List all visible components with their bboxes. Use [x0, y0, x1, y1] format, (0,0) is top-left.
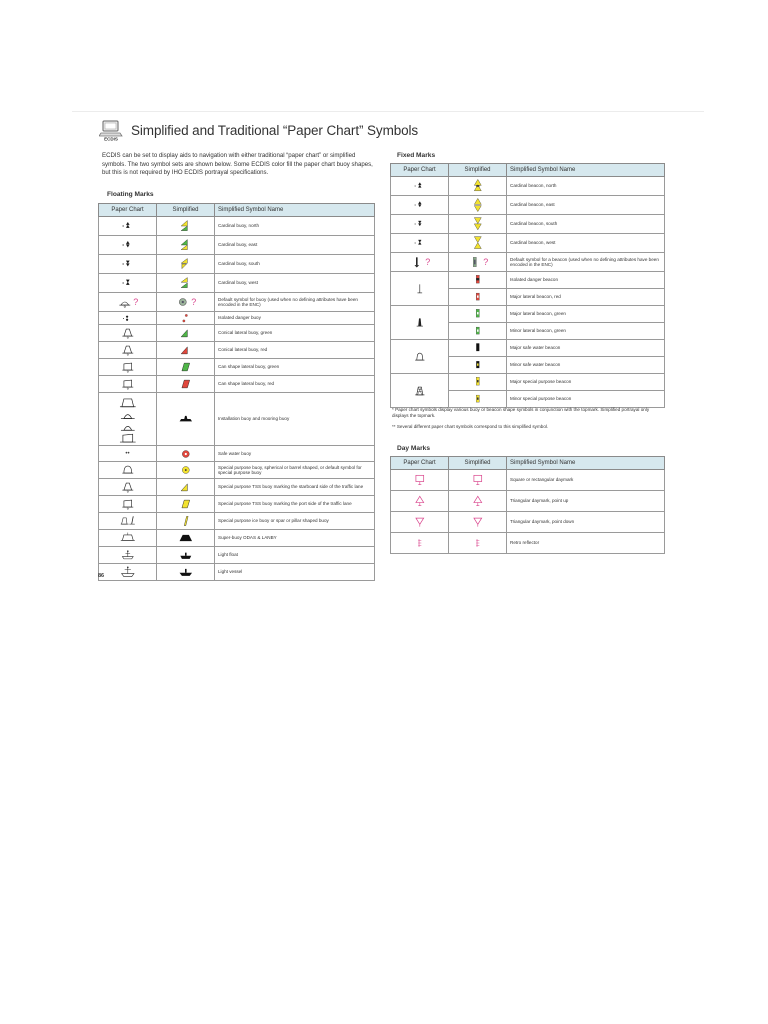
symbol-cell — [391, 470, 449, 491]
table-row — [99, 446, 375, 462]
table-row — [99, 547, 375, 564]
can-yellow-icon — [178, 497, 194, 511]
symbol-cell — [99, 462, 157, 479]
table-row — [99, 359, 375, 376]
triangle-up-daymark-icon — [470, 494, 486, 508]
table-row — [99, 217, 375, 236]
safe-water-circle-icon — [178, 447, 194, 461]
symbol-cell — [391, 306, 449, 340]
symbol-cell — [157, 342, 215, 359]
cardinal-beacon-east-icon — [470, 198, 486, 212]
symbol-name: Special purpose buoy, spherical or barrel shaped, or default symbol for special purpose buoy — [215, 462, 375, 479]
floating-marks-table — [98, 203, 375, 581]
symbol-name: Retro reflector — [507, 533, 665, 554]
symbol-name: Triangular daymark, point down — [507, 512, 665, 533]
cardinal-beacon-south-icon — [470, 217, 486, 231]
symbol-cell — [449, 234, 507, 253]
table-row — [99, 274, 375, 293]
beacon-bar-yellow-small-icon — [470, 392, 486, 406]
table-row — [99, 236, 375, 255]
symbol-cell — [157, 217, 215, 236]
symbol-cell — [449, 306, 507, 323]
symbol-cell — [391, 272, 449, 306]
symbol-cell — [157, 496, 215, 513]
symbol-cell — [99, 325, 157, 342]
symbol-cell — [449, 323, 507, 340]
symbol-name: Triangular daymark, point up — [507, 491, 665, 512]
symbol-cell — [99, 312, 157, 325]
beacon-top-north-icon — [412, 179, 428, 193]
col-paper-chart: Paper Chart — [391, 164, 449, 177]
symbol-cell — [157, 393, 215, 446]
symbol-cell — [157, 236, 215, 255]
floating-marks-heading: Floating Marks — [107, 191, 154, 198]
beacon-bar-black-icon — [470, 341, 486, 355]
symbol-cell — [391, 340, 449, 374]
buoy-top-west-icon — [120, 276, 136, 290]
beacon-bar-green-small-icon — [470, 324, 486, 338]
beacon-bar-red-icon — [470, 290, 486, 304]
symbol-cell — [99, 376, 157, 393]
dots-symbol: •• — [99, 446, 157, 462]
fixed-marks-heading: Fixed Marks — [397, 152, 436, 159]
super-buoy-black-icon — [178, 531, 194, 545]
buoy-top-south-icon — [120, 257, 136, 271]
symbol-cell — [449, 374, 507, 391]
symbol-name: Conical lateral buoy, green — [215, 325, 375, 342]
square-daymark-icon — [470, 473, 486, 487]
cardinal-beacon-west-icon — [470, 236, 486, 250]
symbol-cell — [157, 359, 215, 376]
cardinal-buoy-north-icon — [178, 219, 194, 233]
intro-paragraph: ECDIS can be set to display aids to navigation with either traditional “paper chart” or simplified symbols. The two symbol sets are shown below. Some ECDIS color fill the paper chart buoy shapes, but this is not required by IHO ECDIS portrayal specifications. — [102, 152, 373, 177]
symbol-name: Major special purpose beacon — [507, 374, 665, 391]
fixed-marks-table — [390, 163, 665, 408]
table-row — [99, 342, 375, 359]
symbol-name: Can shape lateral buoy, green — [215, 359, 375, 376]
can-red-icon — [178, 377, 194, 391]
triangle-green-icon — [178, 326, 194, 340]
beacon-top-east-icon — [412, 198, 428, 212]
bell-beacon-icon — [412, 350, 428, 364]
note-1: * Paper chart symbols display various buoy or beacon shape symbols in conjunction with the topmark. Simplified portrayal only displays the topmark. — [392, 407, 650, 418]
table-row — [99, 376, 375, 393]
col-paper-chart: Paper Chart — [391, 457, 449, 470]
page-title: Simplified and Traditional “Paper Chart” Symbols — [131, 123, 419, 138]
symbol-cell — [99, 293, 157, 312]
table-row — [391, 374, 665, 391]
symbol-cell — [157, 479, 215, 496]
symbol-cell — [157, 274, 215, 293]
symbol-cell — [449, 215, 507, 234]
retro-reflector-icon — [470, 536, 486, 550]
symbol-cell — [99, 255, 157, 274]
symbol-cell — [391, 196, 449, 215]
symbol-cell — [449, 391, 507, 408]
col-symbol-name: Simplified Symbol Name — [507, 164, 665, 177]
symbol-cell — [391, 533, 449, 554]
symbol-cell — [99, 217, 157, 236]
symbol-cell — [157, 530, 215, 547]
fixed-marks-notes — [392, 407, 662, 434]
day-marks-table — [390, 456, 665, 554]
symbol-name: Safe water buoy — [215, 446, 375, 462]
symbol-name: Isolated danger beacon — [507, 272, 665, 289]
symbol-name: Major lateral beacon, green — [507, 306, 665, 323]
symbol-name: Special purpose ice buoy or spar or pillar shaped buoy — [215, 513, 375, 530]
table-row — [391, 306, 665, 323]
symbol-name: Installation buoy and mooring buoy — [215, 393, 375, 446]
symbol-cell — [391, 512, 449, 533]
col-symbol-name: Simplified Symbol Name — [215, 204, 375, 217]
symbol-cell — [157, 312, 215, 325]
symbol-cell — [449, 196, 507, 215]
symbol-name: Cardinal buoy, north — [215, 217, 375, 236]
table-row — [99, 393, 375, 446]
symbol-mark: ? — [483, 257, 489, 267]
col-paper-chart: Paper Chart — [99, 204, 157, 217]
can-green-icon — [178, 360, 194, 374]
table-row — [99, 513, 375, 530]
symbol-cell — [157, 513, 215, 530]
ecdis-logo — [99, 119, 123, 141]
symbol-cell — [99, 513, 157, 530]
isolated-danger-buoy-icon — [179, 313, 191, 324]
symbol-name: Square or rectangular daymark — [507, 470, 665, 491]
symbol-name: Cardinal beacon, south — [507, 215, 665, 234]
table-row — [99, 530, 375, 547]
triangle-down-daymark-icon — [412, 515, 428, 529]
table-row — [391, 196, 665, 215]
symbol-name: Special purpose TSS buoy marking the starboard side of the traffic lane — [215, 479, 375, 496]
symbol-name: Can shape lateral buoy, red — [215, 376, 375, 393]
light-float-icon — [120, 548, 136, 562]
table-row — [391, 253, 665, 272]
light-vessel-icon — [120, 565, 136, 579]
symbol-cell — [391, 491, 449, 512]
triangle-up-daymark-icon — [412, 494, 428, 508]
symbol-cell — [99, 393, 157, 446]
col-simplified: Simplified — [157, 204, 215, 217]
isolated-danger-topmark-icon — [121, 313, 133, 324]
spar-pillar-buoy-icon — [120, 514, 136, 528]
symbol-name: Light float — [215, 547, 375, 564]
symbol-cell — [449, 253, 507, 272]
symbol-mark: ? — [191, 297, 197, 307]
symbol-name: Major lateral beacon, red — [507, 289, 665, 306]
col-symbol-name: Simplified Symbol Name — [507, 457, 665, 470]
symbol-name: Cardinal buoy, east — [215, 236, 375, 255]
symbol-cell — [449, 491, 507, 512]
page-number: 86 — [98, 573, 105, 579]
symbol-cell — [449, 289, 507, 306]
table-row — [391, 177, 665, 196]
installation-buoy-icon — [178, 412, 194, 426]
table-row — [391, 272, 665, 289]
default-buoy-icon — [117, 295, 133, 309]
table-row — [391, 234, 665, 253]
super-buoy-icon — [120, 531, 136, 545]
top-rule — [72, 111, 704, 112]
retro-reflector-icon — [412, 536, 428, 550]
can-buoy-icon — [120, 497, 136, 511]
symbol-cell — [391, 234, 449, 253]
day-marks-heading: Day Marks — [397, 445, 430, 452]
tower-beacon-icon — [412, 316, 428, 330]
symbol-cell — [391, 374, 449, 408]
spar-yellow-icon — [178, 514, 194, 528]
stake-icon — [412, 282, 428, 296]
beacon-bar-green-icon — [470, 307, 486, 321]
table-row — [391, 470, 665, 491]
triangle-red-icon — [178, 343, 194, 357]
ecdis-monitor-icon — [99, 119, 123, 141]
symbol-cell — [157, 255, 215, 274]
symbol-name: Minor special purpose beacon — [507, 391, 665, 408]
can-buoy-icon — [120, 360, 136, 374]
table-row — [391, 215, 665, 234]
beacon-bar-yellow-icon — [470, 375, 486, 389]
beacon-bar-red-black-icon — [470, 273, 486, 287]
conical-buoy-icon — [120, 480, 136, 494]
square-daymark-icon — [412, 473, 428, 487]
symbol-name: Super-buoy ODAS & LANBY — [215, 530, 375, 547]
default-beacon-bar-icon — [467, 255, 483, 269]
buoy-top-north-icon — [120, 219, 136, 233]
cardinal-buoy-south-icon — [178, 257, 194, 271]
special-purpose-circle-icon — [178, 463, 194, 477]
symbol-cell — [157, 376, 215, 393]
table-row — [99, 255, 375, 274]
table-row — [99, 564, 375, 581]
spherical-buoy-icon — [120, 463, 136, 477]
symbol-cell — [99, 359, 157, 376]
symbol-name: Cardinal beacon, west — [507, 234, 665, 253]
table-row — [391, 533, 665, 554]
default-beacon-icon — [409, 255, 425, 269]
table-row — [99, 293, 375, 312]
beacon-bar-black-small-icon — [470, 358, 486, 372]
triangle-down-daymark-icon — [470, 515, 486, 529]
title-row — [99, 119, 699, 145]
buoy-top-east-icon — [120, 238, 136, 252]
symbol-cell — [449, 533, 507, 554]
symbol-mark: ? — [425, 257, 431, 267]
symbol-name: Cardinal buoy, south — [215, 255, 375, 274]
symbol-name: Isolated danger buoy — [215, 312, 375, 325]
light-vessel-black-icon — [178, 565, 194, 579]
cardinal-beacon-north-icon — [470, 179, 486, 193]
symbol-cell — [449, 272, 507, 289]
symbol-cell — [449, 340, 507, 357]
symbol-cell — [391, 253, 449, 272]
symbol-name: Special purpose TSS buoy marking the port side of the traffic lane — [215, 496, 375, 513]
symbol-cell — [99, 547, 157, 564]
symbol-name: Cardinal beacon, north — [507, 177, 665, 196]
symbol-cell — [157, 564, 215, 581]
symbol-cell — [157, 547, 215, 564]
symbol-name: Major safe water beacon — [507, 340, 665, 357]
symbol-cell — [449, 512, 507, 533]
symbol-cell — [99, 479, 157, 496]
symbol-cell — [99, 496, 157, 513]
symbol-cell — [391, 177, 449, 196]
table-row — [391, 340, 665, 357]
symbol-cell — [157, 446, 215, 462]
beacon-top-west-icon — [412, 236, 428, 250]
col-simplified: Simplified — [449, 457, 507, 470]
col-simplified: Simplified — [449, 164, 507, 177]
conical-buoy-icon — [120, 343, 136, 357]
table-row — [99, 325, 375, 342]
symbol-cell — [157, 325, 215, 342]
table-row — [99, 312, 375, 325]
table-row — [99, 462, 375, 479]
symbol-name: Cardinal beacon, east — [507, 196, 665, 215]
symbol-cell — [99, 236, 157, 255]
symbol-name: Light vessel — [215, 564, 375, 581]
symbol-name: Conical lateral buoy, red — [215, 342, 375, 359]
light-float-black-icon — [178, 548, 194, 562]
note-2: ** Several different paper chart symbols correspond to this simplified symbol. — [392, 423, 549, 429]
symbol-cell — [99, 530, 157, 547]
symbol-mark: ? — [133, 297, 139, 307]
symbol-cell — [99, 564, 157, 581]
default-buoy-circle-icon — [175, 295, 191, 309]
symbol-name: Default symbol for buoy (used when no defining attributes have been encoded in the ENC) — [215, 293, 375, 312]
symbol-cell — [99, 342, 157, 359]
table-row — [391, 512, 665, 533]
symbol-cell — [449, 177, 507, 196]
lattice-beacon-icon — [412, 384, 428, 398]
beacon-top-south-icon — [412, 217, 428, 231]
conical-buoy-icon — [120, 326, 136, 340]
symbol-name: Minor lateral beacon, green — [507, 323, 665, 340]
symbol-name: Default symbol for a beacon (used when no defining attributes have been encoded in the ENC) — [507, 253, 665, 272]
symbol-cell — [157, 293, 215, 312]
symbol-cell — [391, 215, 449, 234]
can-buoy-icon — [120, 377, 136, 391]
symbol-cell — [157, 462, 215, 479]
symbol-cell — [449, 470, 507, 491]
symbol-cell — [99, 274, 157, 293]
symbol-name: Cardinal buoy, west — [215, 274, 375, 293]
table-row — [391, 491, 665, 512]
cardinal-buoy-west-icon — [178, 276, 194, 290]
triangle-yellow-icon — [178, 480, 194, 494]
cardinal-buoy-east-icon — [178, 238, 194, 252]
symbol-name: Minor safe water beacon — [507, 357, 665, 374]
mooring-buoy-stack-icon — [118, 395, 138, 444]
logo-text: ECDIS — [104, 136, 118, 141]
symbol-cell — [449, 357, 507, 374]
table-row — [99, 479, 375, 496]
table-row — [99, 496, 375, 513]
